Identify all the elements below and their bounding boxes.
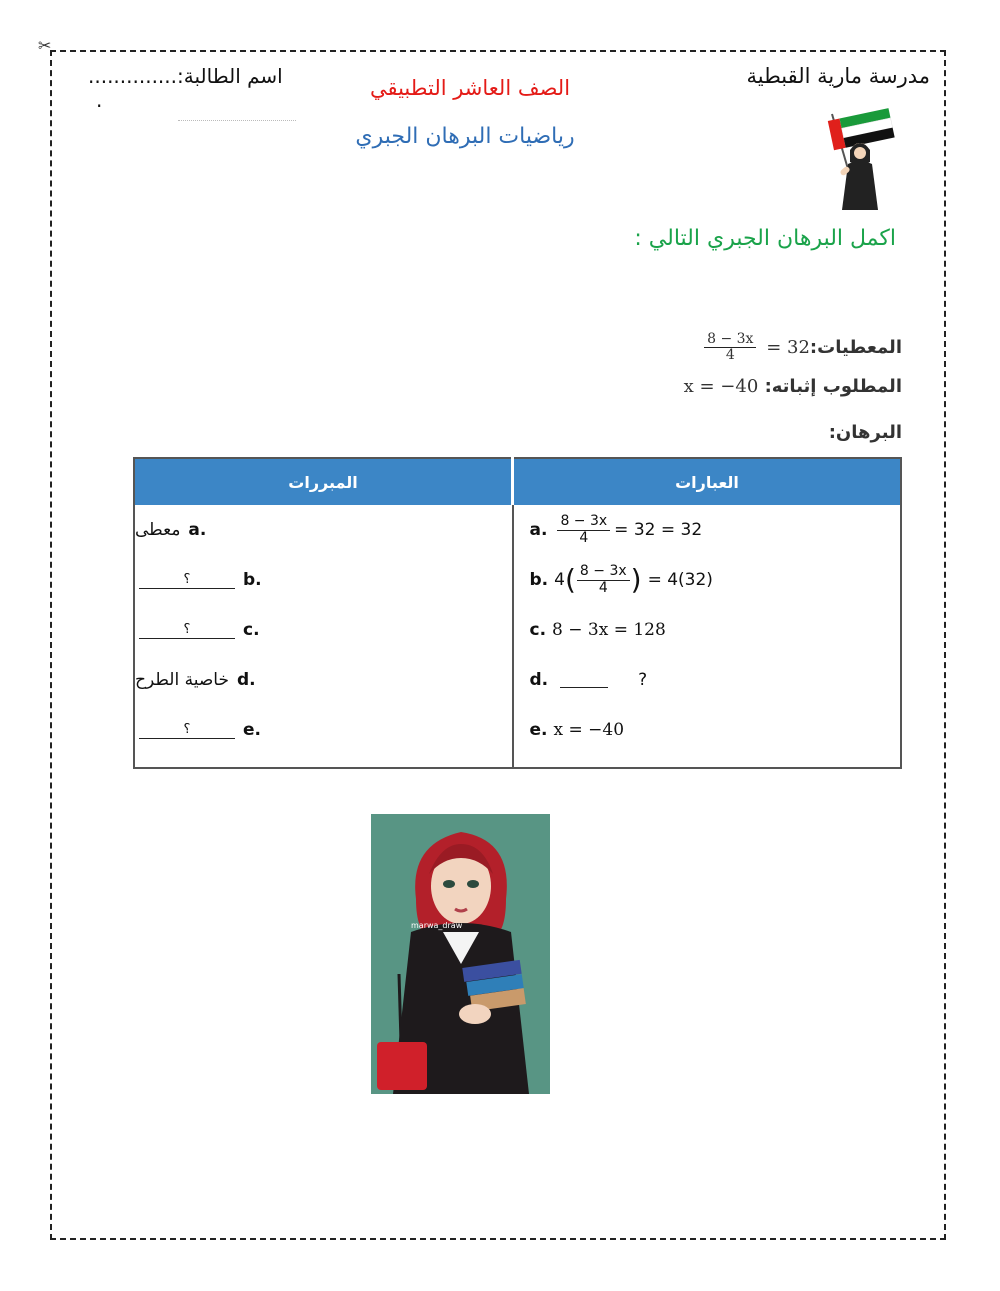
statement-b-rhs: = 4(32) bbox=[647, 570, 713, 590]
statement-b-prefix: 4 bbox=[554, 570, 565, 590]
reasons-header: المبررات bbox=[134, 458, 513, 505]
reason-text: خاصية الطرح bbox=[135, 670, 229, 690]
statement-e-text: x = −40 bbox=[553, 720, 625, 740]
prove-line bbox=[684, 376, 902, 397]
scissors-icon: ✂ bbox=[38, 36, 52, 55]
given-equation bbox=[700, 332, 810, 364]
statement-letter: a. bbox=[529, 520, 548, 540]
statement-letter: e. bbox=[529, 720, 548, 740]
proof-table bbox=[133, 457, 902, 769]
statement-c-text: 8 − 3x = 128 bbox=[552, 620, 666, 640]
student-name-dotted-line bbox=[178, 120, 296, 121]
right-paren: ) bbox=[630, 563, 642, 596]
student-name-label: اسم الطالبة:.............. bbox=[88, 64, 283, 88]
reason-row-c bbox=[135, 605, 512, 655]
statements-header: العبارات bbox=[513, 458, 902, 505]
reason-blank-c[interactable]: ؟ bbox=[139, 622, 235, 639]
given-line bbox=[700, 332, 902, 364]
reason-row-e bbox=[135, 705, 512, 755]
statement-row-b bbox=[514, 555, 901, 605]
given-numerator: 8 − 3x bbox=[704, 332, 756, 348]
reason-blank-b[interactable]: ؟ bbox=[139, 572, 235, 589]
reason-letter: .e bbox=[243, 720, 261, 740]
statement-row-d bbox=[514, 655, 901, 705]
statement-letter: b. bbox=[529, 570, 549, 590]
reason-letter: .a bbox=[188, 520, 207, 540]
statement-letter: d. bbox=[529, 670, 549, 690]
statement-d-mark: ? bbox=[638, 670, 648, 690]
grade-title: الصف العاشر التطبيقي bbox=[369, 76, 571, 100]
statement-row-a bbox=[514, 505, 901, 555]
reason-letter: .b bbox=[243, 570, 262, 590]
reason-row-b bbox=[135, 555, 512, 605]
statement-b-numerator: 8 − 3x bbox=[577, 564, 630, 580]
statement-row-c bbox=[514, 605, 901, 655]
reason-blank-e[interactable]: ؟ bbox=[139, 722, 235, 739]
statement-a-numerator: 8 − 3x bbox=[557, 514, 610, 530]
reason-text: معطى bbox=[135, 520, 181, 540]
prove-label: المطلوب إثباته: bbox=[764, 376, 902, 397]
student-name-field[interactable] bbox=[88, 64, 303, 112]
subject-title: رياضيات البرهان الجبري bbox=[355, 124, 575, 149]
reasons-column bbox=[134, 505, 513, 768]
statement-b-denominator: 4 bbox=[598, 579, 608, 596]
given-label: المعطيات: bbox=[809, 336, 902, 358]
given-denominator: 4 bbox=[725, 347, 735, 364]
statement-a-denominator: 4 bbox=[579, 529, 589, 546]
reason-row-a bbox=[135, 505, 512, 555]
given-rhs: = 32 bbox=[766, 336, 810, 358]
student-name-dot: . bbox=[96, 88, 103, 112]
prove-expression: x = −40 bbox=[683, 376, 759, 397]
statement-a-rhs: = 32 = 32 bbox=[614, 520, 703, 540]
statement-letter: c. bbox=[529, 620, 547, 640]
school-name: مدرسة مارية القبطية bbox=[746, 64, 930, 88]
statement-row-e bbox=[514, 705, 901, 755]
watermark-text: marwa_draw bbox=[411, 921, 463, 930]
reason-row-d bbox=[135, 655, 512, 705]
reason-letter: .c bbox=[243, 620, 260, 640]
teacher-illustration bbox=[371, 814, 550, 1094]
proof-label: البرهان: bbox=[828, 422, 902, 443]
statements-column bbox=[513, 505, 902, 768]
left-paren: ( bbox=[564, 563, 576, 596]
reason-letter: .d bbox=[236, 670, 256, 690]
statement-blank-d[interactable] bbox=[560, 673, 608, 688]
instruction-text: اكمل البرهان الجبري التالي : bbox=[634, 226, 896, 251]
flag-girl-illustration bbox=[822, 106, 898, 214]
